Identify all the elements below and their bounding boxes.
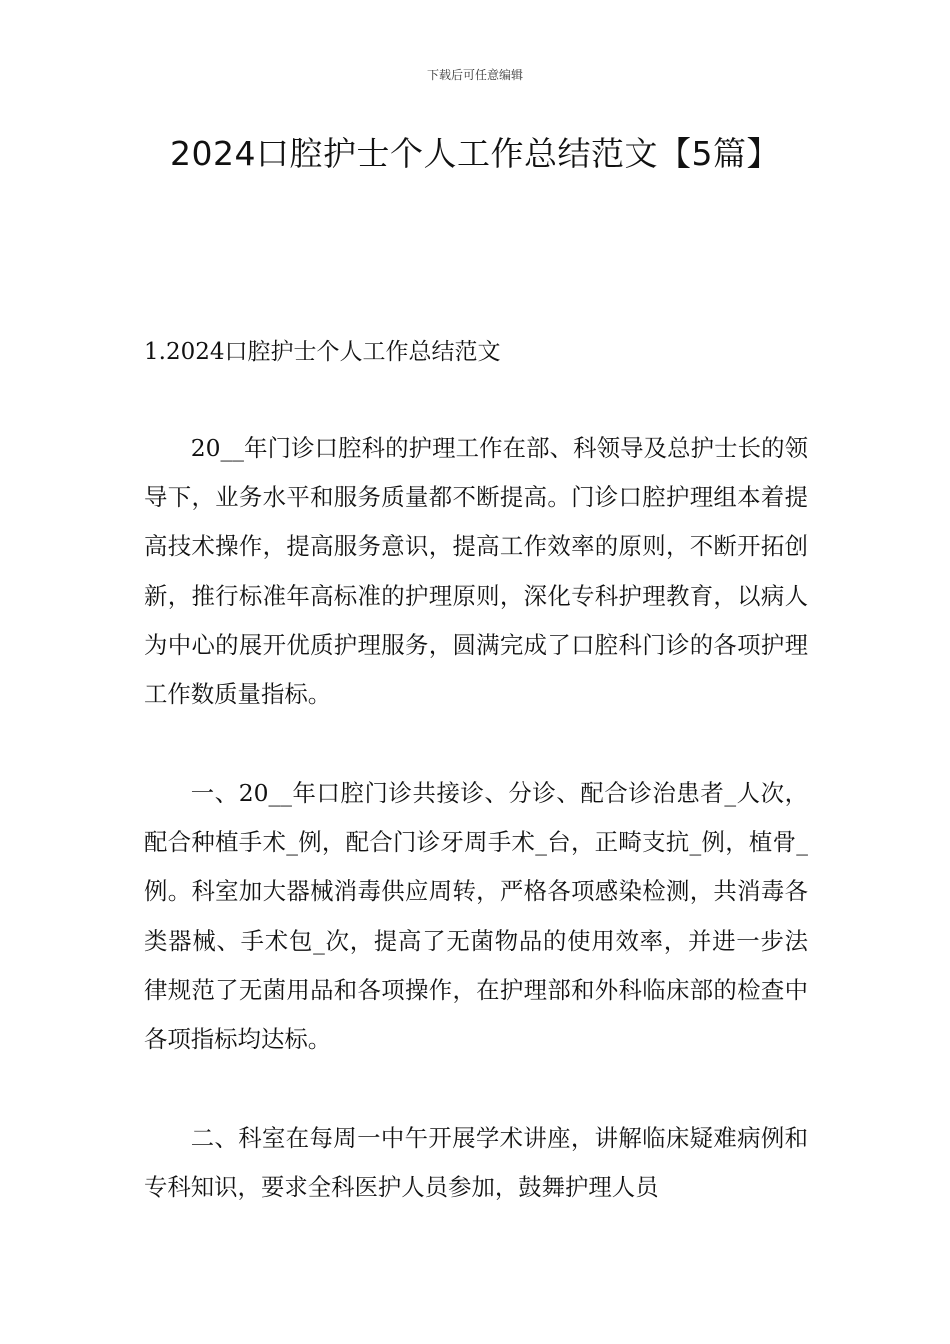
paragraph-text: 20__年门诊口腔科的护理工作在部、科领导及总护士长的领导下，业务水平和服务质量都不断提高。门诊口腔护理组本着提高技术操作，提高服务意识，提高工作效率的原则，不断开拓创新，推行标准年高标准的护理原则，深化专科护理教育，以病人为中心的展开优质护理服务，圆满完成了口腔科门诊的各项护理工作数质量指标。 [144, 434, 808, 709]
section-heading: 1.2024口腔护士个人工作总结范文 [144, 339, 501, 365]
header-note: 下载后可任意编辑 [426, 68, 523, 82]
paragraph-point-two [144, 1114, 808, 1212]
paragraph-intro [144, 424, 808, 719]
paragraph-text: 一、20__年口腔门诊共接诊、分诊、配合诊治患者_人次，配合种植手术_例，配合门诊牙周手术_台，正畸支抗_例，植骨_例。科室加大器械消毒供应周转，严格各项感染检测，共消毒各类器械、手术包_次，提高了无菌物品的使用效率，并进一步法律规范了无菌用品和各项操作，在护理部和外科临床部的检查中各项指标均达标。 [144, 779, 808, 1054]
paragraph-text: 二、科室在每周一中午开展学术讲座，讲解临床疑难病例和专科知识，要求全科医护人员参加，鼓舞护理人员 [144, 1124, 808, 1202]
paragraph-point-one [144, 769, 808, 1064]
document-title: 2024口腔护士个人工作总结范文【5篇】 [170, 134, 780, 173]
